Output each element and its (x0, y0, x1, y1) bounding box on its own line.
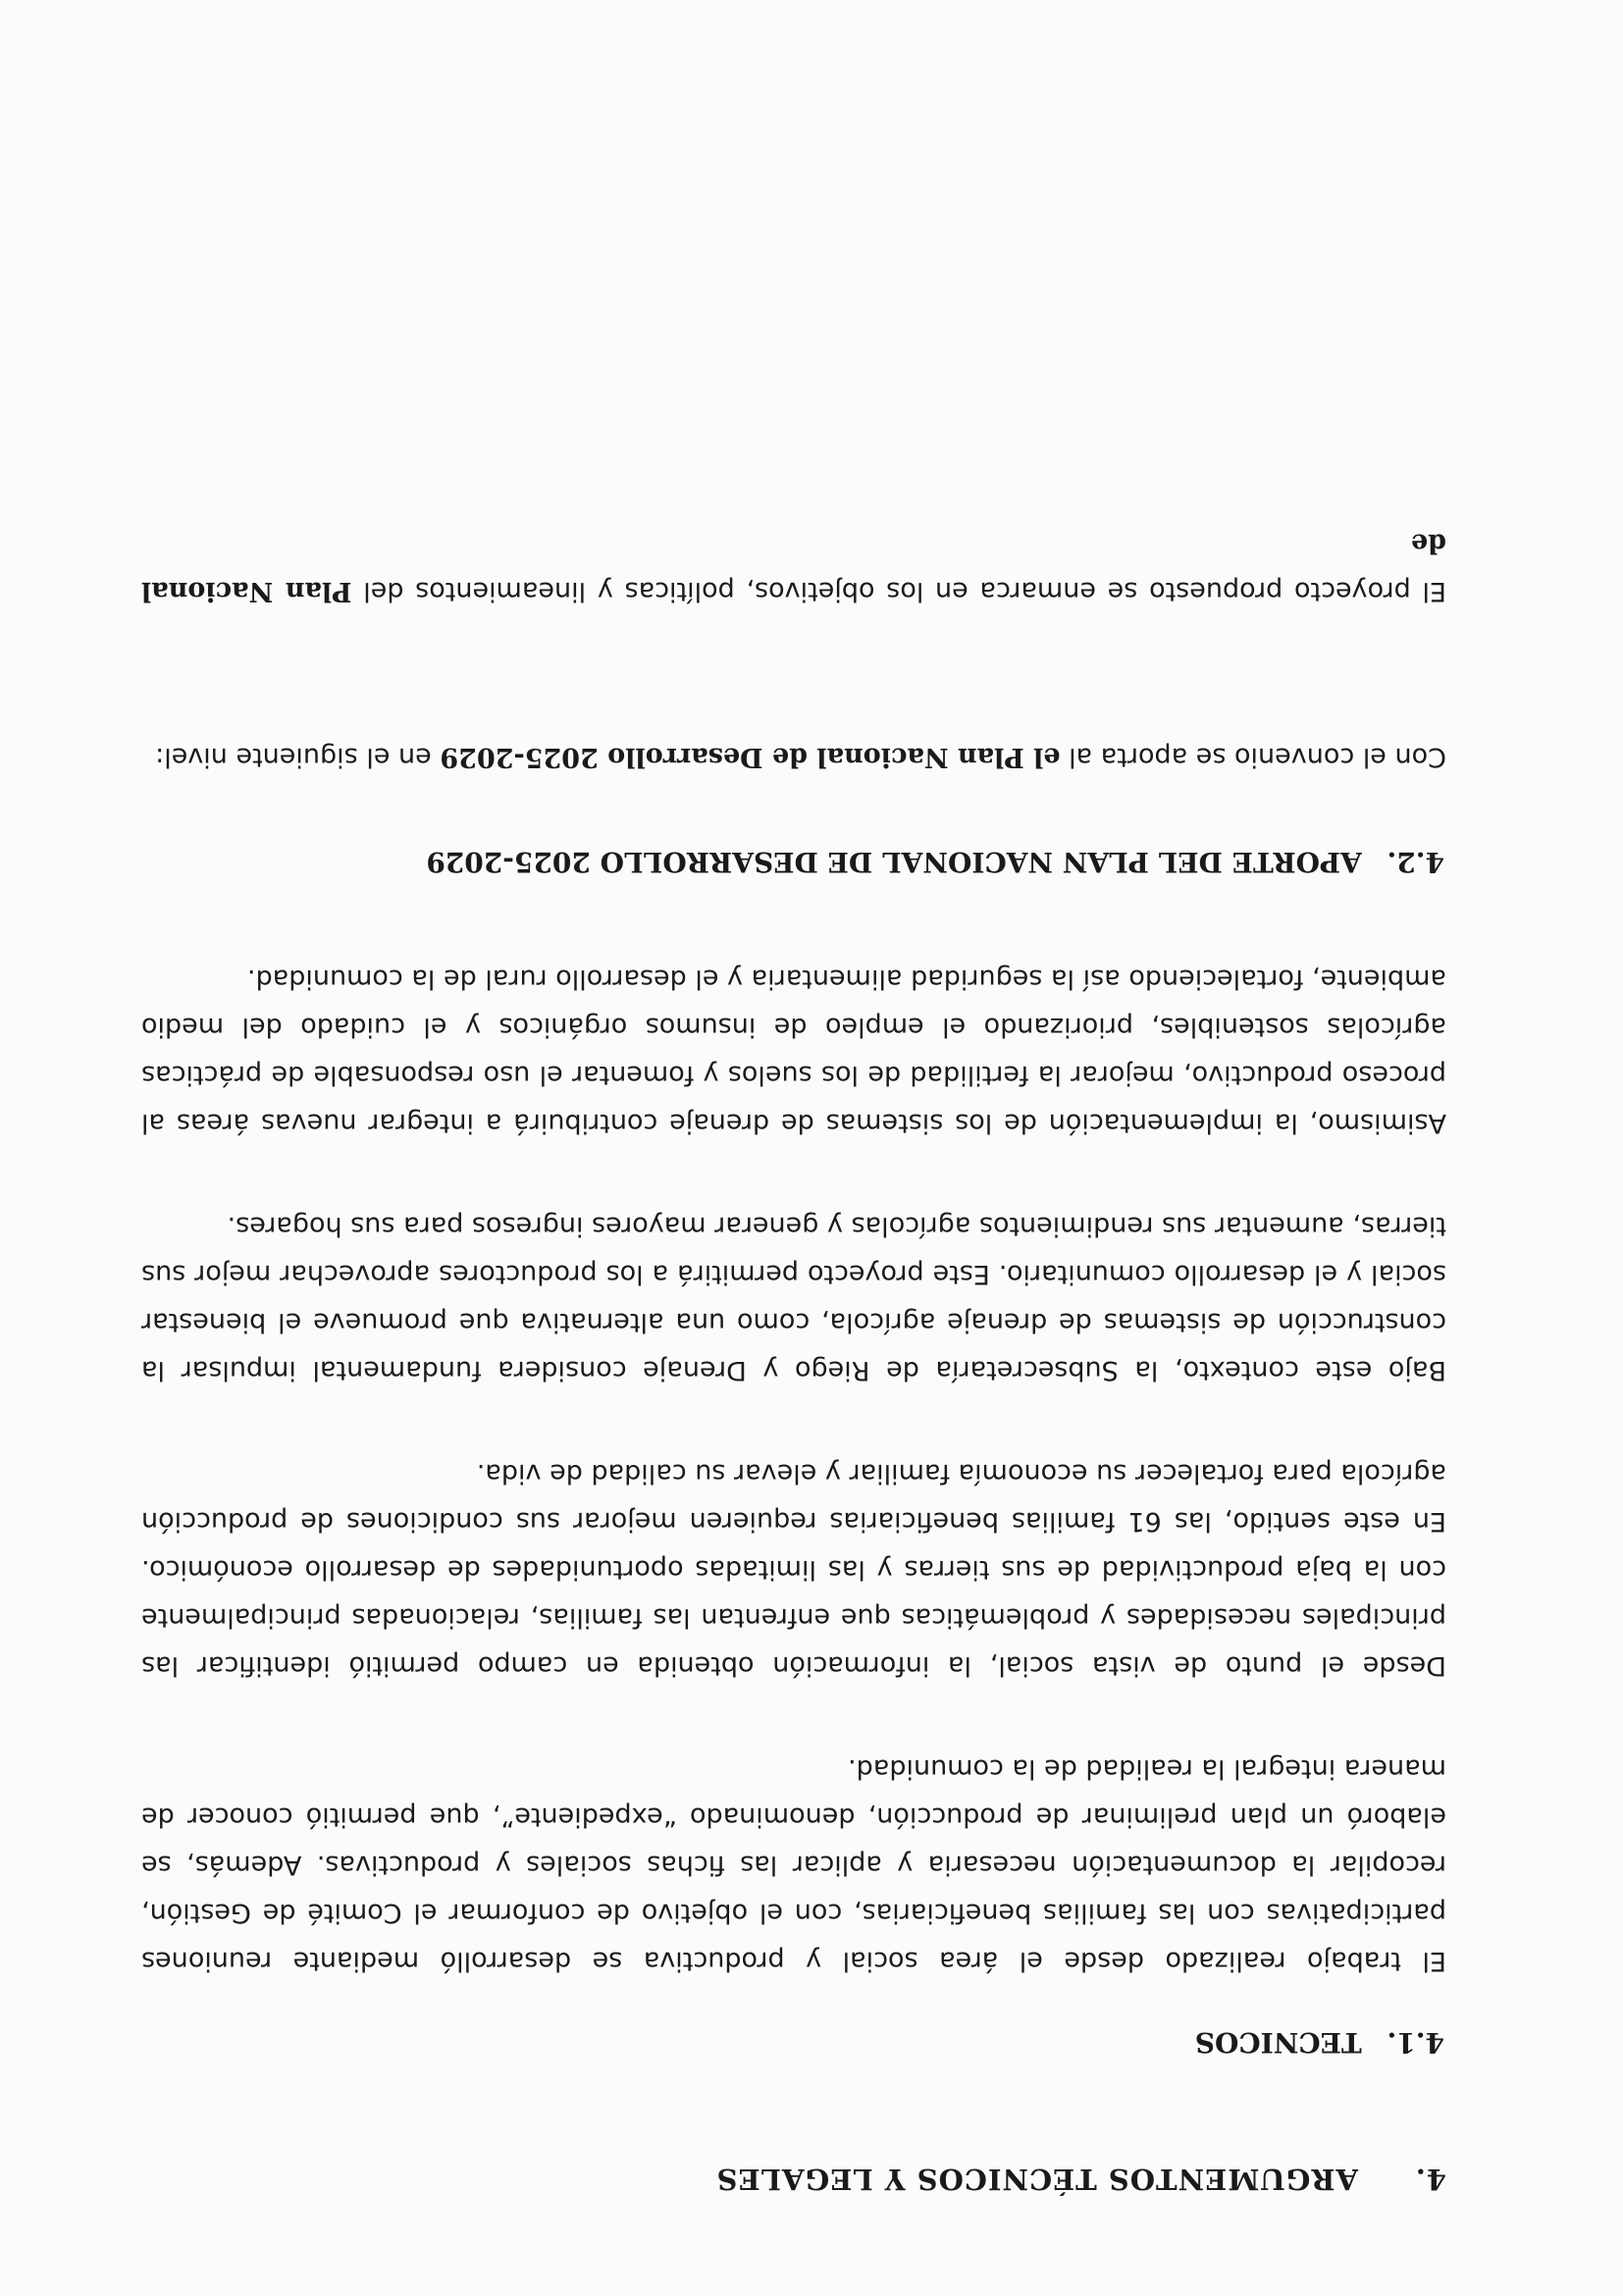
convenio-text-end: en el siguiente nivel: (155, 742, 441, 772)
plan-nacional-bold-2: Plan Nacional de (141, 528, 1446, 606)
subsection-heading-tecnicos (141, 2018, 1446, 2066)
subsection-title: APORTE DEL PLAN NACIONAL DE DESARROLLO 2025-2029 (426, 846, 1362, 878)
paragraph-implementacion-drenaje: Asimismo, la implementación de los sistemas de drenaje contribuirá a integrar nuevas áreas al proceso productivo, mejorar la fertilidad de los suelos y fomentar el uso responsable de prácticas agrícolas sostenibles, priorizando el empleo de insumos orgánicos y el cuidado del medio ambiente, fortaleciendo así la seguridad alimentaria y el desarrollo rural de la comunidad. (141, 964, 1446, 1138)
paragraph-contexto-subsecretaria: Bajo este contexto, la Subsecretaría de Riego y Drenaje considera fundamental impulsar la construcción de sistemas de drenaje agrícola, como una alternativa que promueve el bienestar social y el desarrollo comunitario. Este proyecto permitirá a los productores aprovechar mejor sus tierras, aumentar sus rendimientos agrícolas y generar mayores ingresos para sus hogares. (141, 1211, 1446, 1385)
subsection-heading-plan-nacional (141, 838, 1446, 886)
subsection-number: 4.2. (1387, 846, 1444, 878)
paragraph-proyecto-propuesto (141, 519, 1446, 615)
subsection-title: TECNICOS (1194, 2026, 1362, 2059)
section-heading (141, 2155, 1446, 2203)
paragraph-trabajo-realizado: El trabajo realizado desde el área social y productiva se desarrolló mediante reuniones participativas con las familias beneficiarias, con el objetivo de conformar el Comité de Gestión, recopilar la documentación necesaria y aplicar las fichas sociales y productivas. Además, se elaboró un plan preliminar de producción, denominado “expediente”, que permitió conocer de manera integral la realidad de la comunidad. (141, 1753, 1446, 1976)
section-number: 4. (1414, 2163, 1446, 2196)
paragraph-punto-de-vista-social: Desde el punto de vista social, la información obtenida en campo permitió identificar las principales necesidades y problemáticas que enfrentan las familias, relacionadas principalmente con la baja productividad de sus tierras y las limitadas oportunidades de desarrollo económico. En este sentido, las 61 familias beneficiarias requieren mejorar sus condiciones de producción agrícola para fortalecer su economía familiar y elevar su calidad de vida. (141, 1458, 1446, 1681)
paragraph-convenio (141, 733, 1446, 781)
document-content (141, 464, 1446, 2203)
plan-nacional-bold: el Plan Nacional de Desarrollo 2025-2029 (440, 742, 1061, 772)
convenio-text-start: Con el convenio se aporta al (1060, 742, 1446, 772)
section-title: ARGUMENTOS TÉCNICOS Y LEGALES (715, 2163, 1358, 2196)
proyecto-text: El proyecto propuesto se enmarca en los objetivos, políticas y lineamientos del (351, 576, 1446, 606)
subsection-number: 4.1. (1387, 2026, 1444, 2059)
